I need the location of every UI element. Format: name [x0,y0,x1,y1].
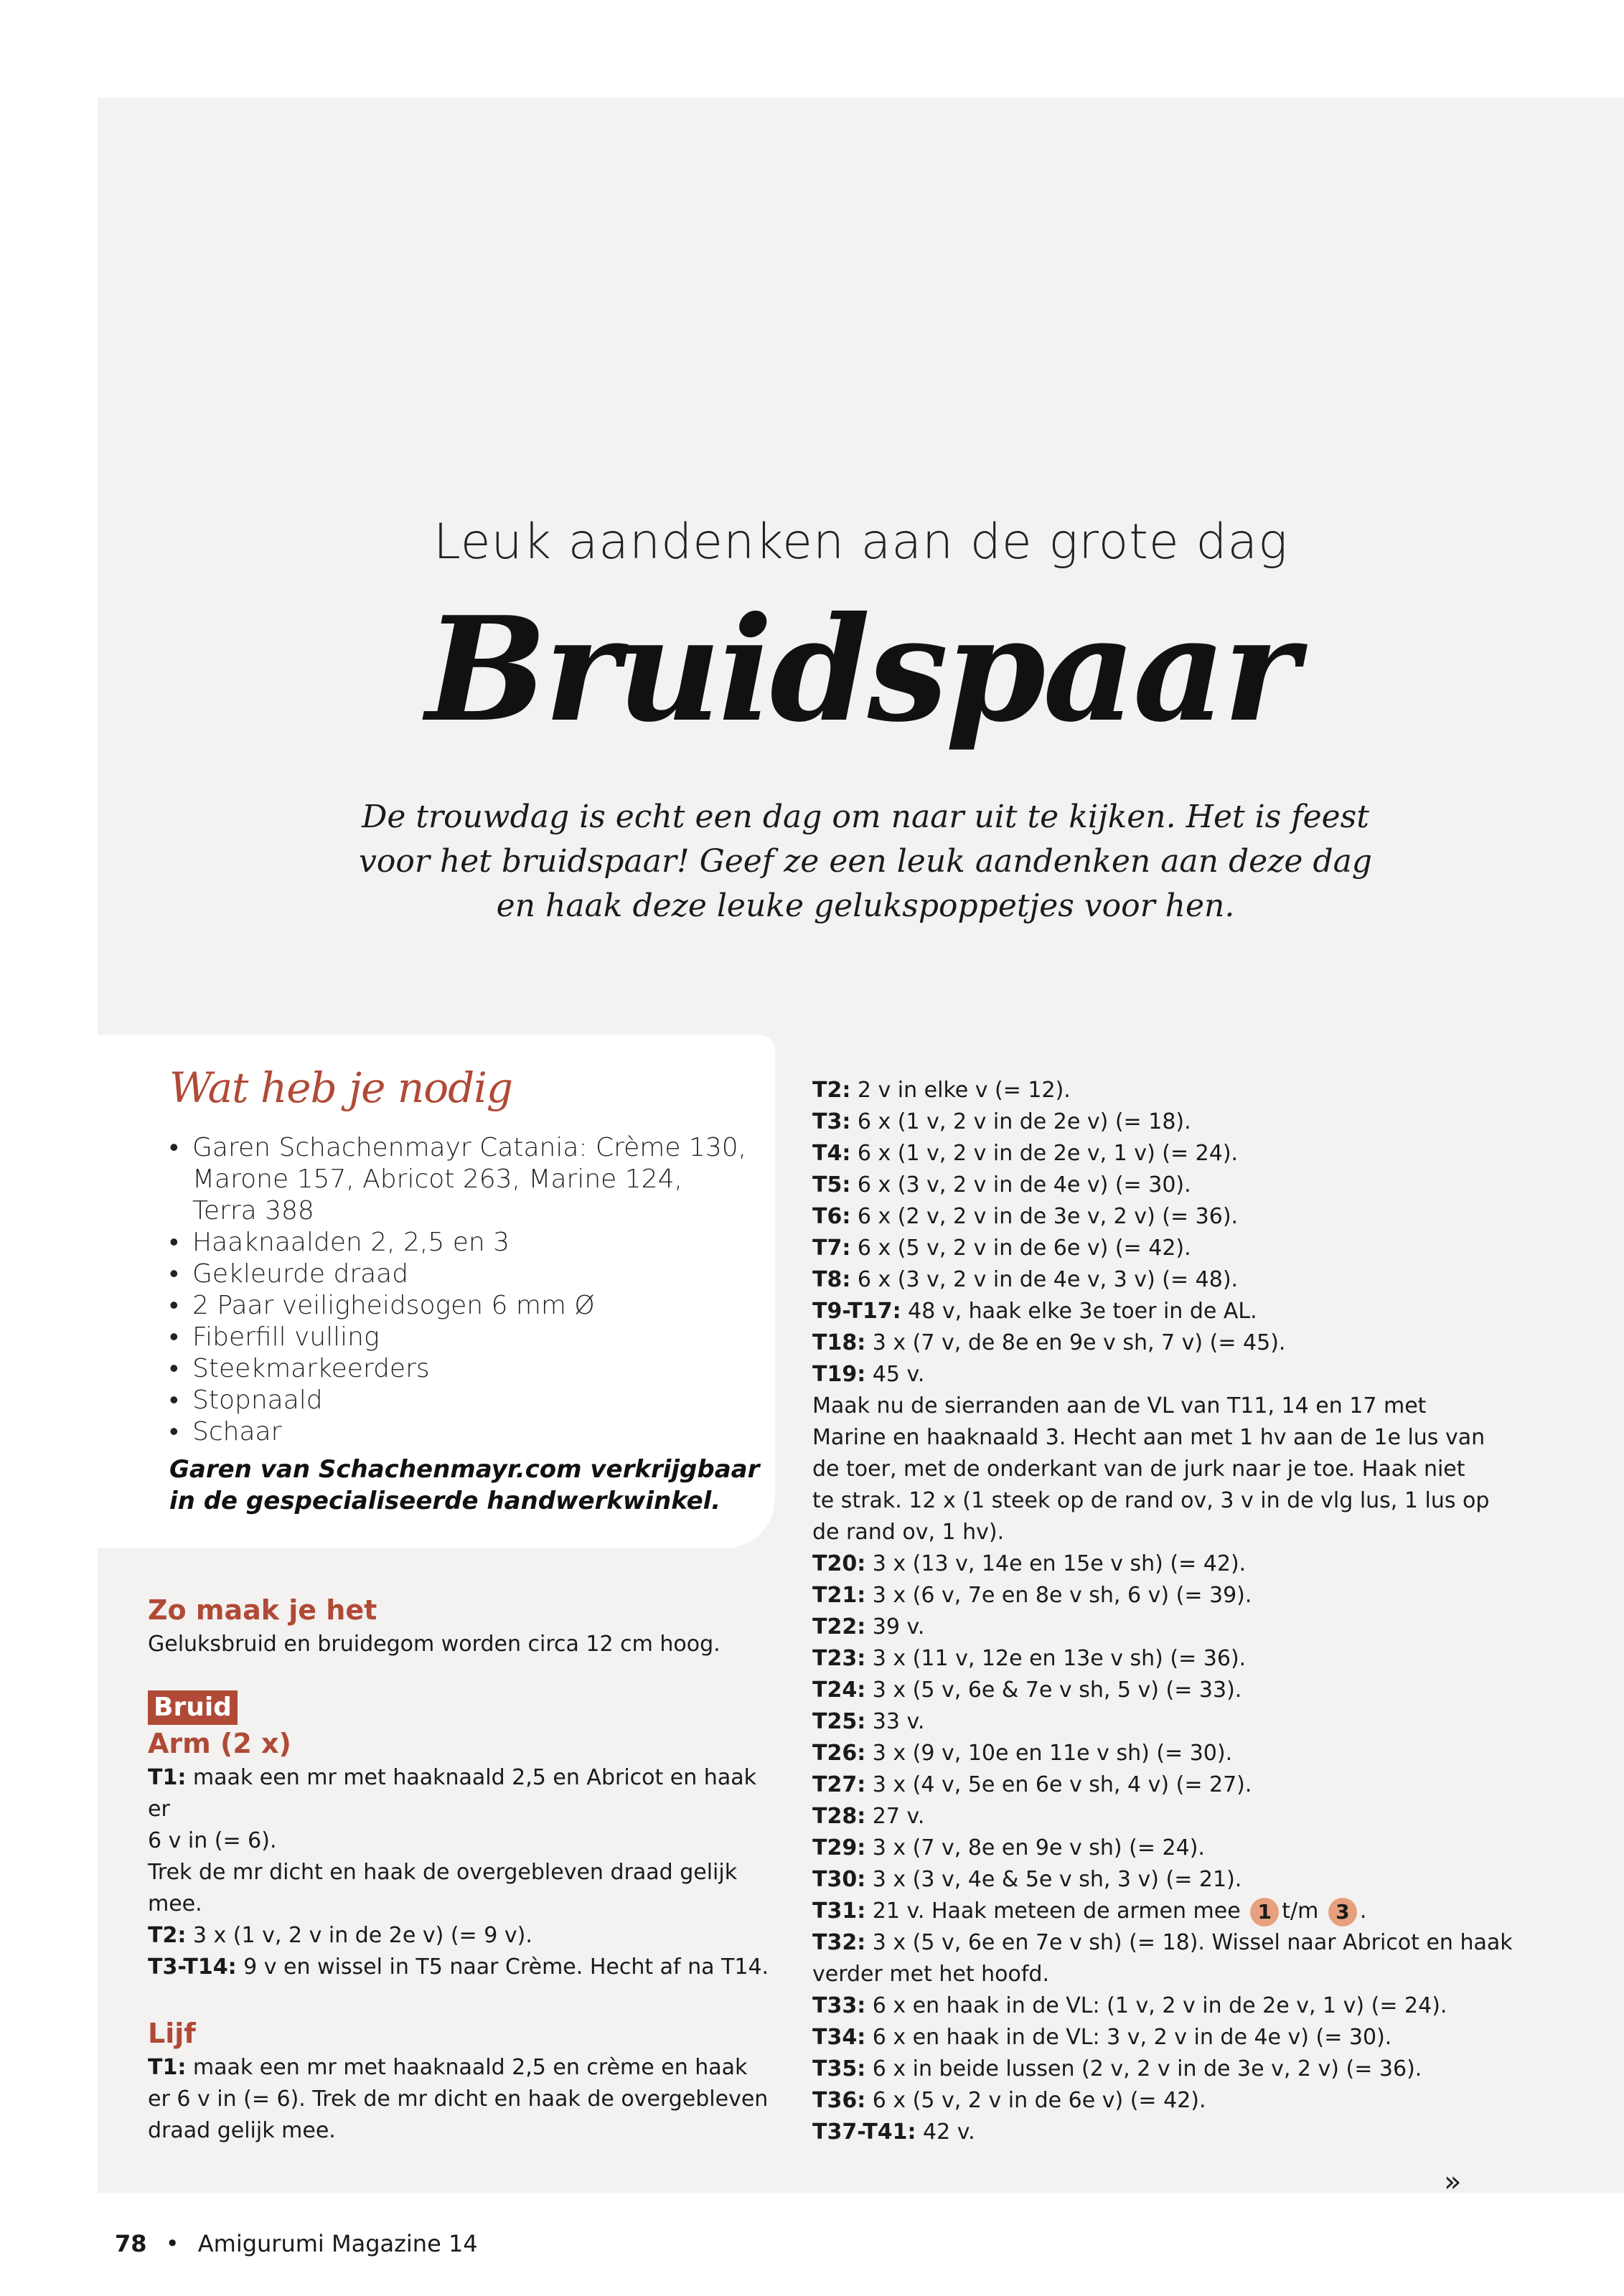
instruction-row [812,1106,1566,1138]
intro-line: De trouwdag is echt een dag om naar uit te kijken. Het is feest [362,799,1369,835]
row-label: T31: [812,1899,866,1924]
instruction-row [812,1738,1566,1769]
intro-line: voor het bruidspaar! Geef ze een leuk aandenken aan deze dag [359,843,1372,880]
row-label: T34: [812,2025,866,2050]
row-label: T18: [812,1330,866,1355]
row-text: 3 x (3 v, 4e & 5e v sh, 3 v) (= 21). [865,1867,1242,1892]
row-text: maak een mr met haaknaald 2,5 en crème en haak [186,2055,748,2080]
row-text: 6 v in (= 6). [148,1828,277,1853]
row-text: 6 x (1 v, 2 v in de 2e v, 1 v) (= 24). [850,1141,1239,1166]
instruction-row [148,1762,779,1825]
row-text: mee. [148,1891,202,1916]
footer-separator: • [165,2230,179,2257]
page-number: 78 [115,2230,147,2257]
row-text: 48 v, haak elke 3e toer in de AL. [901,1299,1257,1324]
instruction-row [812,1832,1566,1864]
instruction-row [812,2117,1566,2148]
row-text: 6 x (3 v, 2 v in de 4e v, 3 v) (= 48). [850,1267,1239,1292]
row-text: 6 x (2 v, 2 v in de 3e v, 2 v) (= 36). [850,1204,1239,1229]
list-item: • Gekleurde draad [169,1258,746,1290]
row-text: 6 x (5 v, 2 v in de 6e v) (= 42). [850,1236,1191,1261]
instruction-row [148,1825,779,1857]
row-text: 3 x (5 v, 6e en 7e v sh) (= 18). Wissel naar Abricot en haak [865,1930,1513,1955]
right-instructions [812,1075,1566,1896]
row-label: T19: [812,1362,866,1387]
lijf-heading: Lijf [148,2018,196,2049]
row-label: T3-T14: [148,1954,237,1980]
row-text: 3 x (13 v, 14e en 15e v sh) (= 42). [865,1551,1247,1576]
row-text: 2 v in elke v (= 12). [850,1078,1071,1103]
row-text: er 6 v in (= 6). Trek de mr dicht en haak de overgebleven [148,2086,769,2112]
instruction-row [812,1990,1566,2022]
list-item: • 2 Paar veiligheidsogen 6 mm Ø [169,1290,746,1322]
row-label: T21: [812,1583,866,1608]
row-label: T1: [148,1765,187,1790]
row-text: 3 x (7 v, de 8e en 9e v sh, 7 v) (= 45). [865,1330,1286,1355]
row-text: 3 x (6 v, 7e en 8e v sh, 6 v) (= 39). [865,1583,1252,1608]
row-text: 6 x en haak in de VL: (1 v, 2 v in de 2e v, 1 v) (= 24). [865,1993,1447,2018]
arm-instructions [148,1762,779,1983]
row-text: Marine en haaknaald 3. Hecht aan met 1 hv aan de 1e lus van [812,1425,1485,1450]
instruction-row [812,1454,1566,1485]
section-tag: Bruid [148,1690,238,1725]
instruction-row [812,1233,1566,1264]
row-label: T27: [812,1772,866,1797]
instruction-row [812,1201,1566,1233]
step-badge: 1 [1250,1898,1279,1926]
row-label: T1: [148,2055,187,2080]
row-label: T8: [812,1267,851,1292]
row-text: . [1359,1899,1367,1924]
row-label: T6: [812,1204,851,1229]
page-footer [115,2230,478,2257]
instruction-row [812,1580,1566,1612]
instruction-row [148,2052,779,2084]
row-label: T5: [812,1172,851,1198]
row-text: 6 x (5 v, 2 v in de 6e v) (= 42). [865,2088,1206,2113]
instruction-row [812,1769,1566,1801]
row-label: T2: [148,1923,187,1948]
row-label: T25: [812,1709,866,1734]
page-title: Bruidspaar [426,585,1296,754]
list-item: • Haaknaalden 2, 2,5 en 3 [169,1227,746,1258]
list-item: Terra 388 [192,1196,314,1225]
instruction-row [812,1170,1566,1201]
row-text: 42 v. [916,2119,975,2145]
row-label: T37-T41: [812,2119,916,2145]
instruction-row [812,1864,1566,1896]
instruction-row [148,1888,779,1920]
instruction-row [812,1706,1566,1738]
step-badge: 3 [1328,1898,1357,1926]
row-label: T4: [812,1141,851,1166]
instruction-row [148,1857,779,1888]
instruction-row [148,2084,779,2115]
row-text: 3 x (5 v, 6e & 7e v sh, 5 v) (= 33). [865,1678,1242,1703]
instruction-row [812,1264,1566,1296]
instruction-row [812,1485,1566,1517]
instruction-row [812,1612,1566,1643]
row-label: T7: [812,1236,851,1261]
row-text: Trek de mr dicht en haak de overgebleven draad gelijk [148,1860,738,1885]
row-label: T29: [812,1835,866,1860]
instructions-left [148,1591,779,2147]
row-text: Maak nu de sierranden aan de VL van T11, 14 en 17 met [812,1393,1427,1418]
list-item: • Garen Schachenmayr Catania: Crème 130, [169,1132,746,1164]
intro-text [313,795,1418,928]
materials-title: Wat heb je nodig [169,1063,512,1112]
arm-heading: Arm (2 x) [148,1728,291,1759]
instruction-row [148,2115,779,2147]
row-text: draad gelijk mee. [148,2118,336,2143]
lijf-instructions [148,2052,779,2147]
row-text: 6 x (3 v, 2 v in de 4e v) (= 30). [850,1172,1191,1198]
row-text: 21 v. Haak meteen de armen mee [865,1899,1241,1924]
row-text: 27 v. [865,1804,925,1829]
row-text: 3 x (4 v, 5e en 6e v sh, 4 v) (= 27). [865,1772,1252,1797]
row-label: T32: [812,1930,866,1955]
instruction-row [148,1920,779,1952]
instruction-row [812,2022,1566,2053]
row-label: T3: [812,1109,851,1134]
row-text: 33 v. [865,1709,925,1734]
row-text: 3 x (11 v, 12e en 13e v sh) (= 36). [865,1646,1247,1671]
instruction-row [812,1548,1566,1580]
row-text: 39 v. [865,1614,925,1639]
list-item: • Fiberfill vulling [169,1322,746,1353]
materials-list [169,1132,746,1448]
instruction-row [812,1959,1566,1990]
row-text: 3 x (9 v, 10e en 11e v sh) (= 30). [865,1741,1233,1766]
materials-box [98,1035,775,1548]
right-instructions-tail [812,1927,1566,2148]
row-label: T9-T17: [812,1299,901,1324]
list-item: • Steekmarkeerders [169,1353,746,1385]
row-label: T36: [812,2088,866,2113]
kicker: Leuk aandenken aan de grote dag [433,514,1288,570]
note-line: Garen van Schachenmayr.com verkrijgbaar [169,1455,760,1484]
row-text: verder met het hoofd. [812,1962,1049,1987]
list-item: • Stopnaald [169,1385,746,1416]
publication-name: Amigurumi Magazine 14 [197,2230,478,2257]
list-item: Marone 157, Abricot 263, Marine 124, [192,1165,682,1194]
row-text: 6 x in beide lussen (2 v, 2 v in de 3e v, 2 v) (= 36). [865,2056,1422,2081]
row-text: 6 x en haak in de VL: 3 v, 2 v in de 4e v) (= 30). [865,2025,1392,2050]
row-label: T26: [812,1741,866,1766]
instruction-row [812,1643,1566,1675]
instruction-row [812,1927,1566,1959]
row-text: de toer, met de onderkant van de jurk naar je toe. Haak niet [812,1457,1465,1482]
supplier-note [169,1454,759,1517]
row-label: T2: [812,1078,851,1103]
intro-paragraph: Geluksbruid en bruidegom worden circa 12 cm hoog. [148,1632,721,1657]
instruction-row [812,1138,1566,1170]
instruction-row [812,1675,1566,1706]
instruction-row [148,1952,779,1983]
row-label: T23: [812,1646,866,1671]
row-text: maak een mr met haaknaald 2,5 en Abricot en haak er [148,1765,756,1822]
instructions-right [812,1075,1566,2148]
instruction-row [812,2085,1566,2117]
t31-line [812,1896,1566,1927]
row-label: T24: [812,1678,866,1703]
row-label: T30: [812,1867,866,1892]
row-text: de rand ov, 1 hv). [812,1520,1005,1545]
continue-icon: » [1444,2165,1462,2198]
instruction-row [812,1801,1566,1832]
row-label: T35: [812,2056,866,2081]
section-heading: Zo maak je het [148,1594,377,1626]
row-label: T22: [812,1614,866,1639]
instruction-row [812,1075,1566,1106]
instruction-row [812,1422,1566,1454]
instruction-row [812,1327,1566,1359]
row-text: t/m [1282,1899,1319,1924]
row-text: 3 x (1 v, 2 v in de 2e v) (= 9 v). [186,1923,532,1948]
row-text: 3 x (7 v, 8e en 9e v sh) (= 24). [865,1835,1205,1860]
row-text: te strak. 12 x (1 steek op de rand ov, 3 v in de vlg lus, 1 lus op [812,1488,1490,1513]
note-line: in de gespecialiseerde handwerkwinkel. [169,1487,721,1515]
intro-line: en haak deze leuke gelukspoppetjes voor hen. [496,888,1235,924]
row-label: T20: [812,1551,866,1576]
row-text: 6 x (1 v, 2 v in de 2e v) (= 18). [850,1109,1191,1134]
row-text: 9 v en wissel in T5 naar Crème. Hecht af na T14. [236,1954,769,1980]
page-panel [98,98,1624,2198]
instruction-row [812,1517,1566,1548]
instruction-row [812,2053,1566,2085]
row-label: T33: [812,1993,866,2018]
instruction-row [812,1296,1566,1327]
list-item: • Schaar [169,1416,746,1448]
row-label: T28: [812,1804,866,1829]
row-text: 45 v. [865,1362,925,1387]
instruction-row [812,1391,1566,1422]
instruction-row [812,1359,1566,1391]
